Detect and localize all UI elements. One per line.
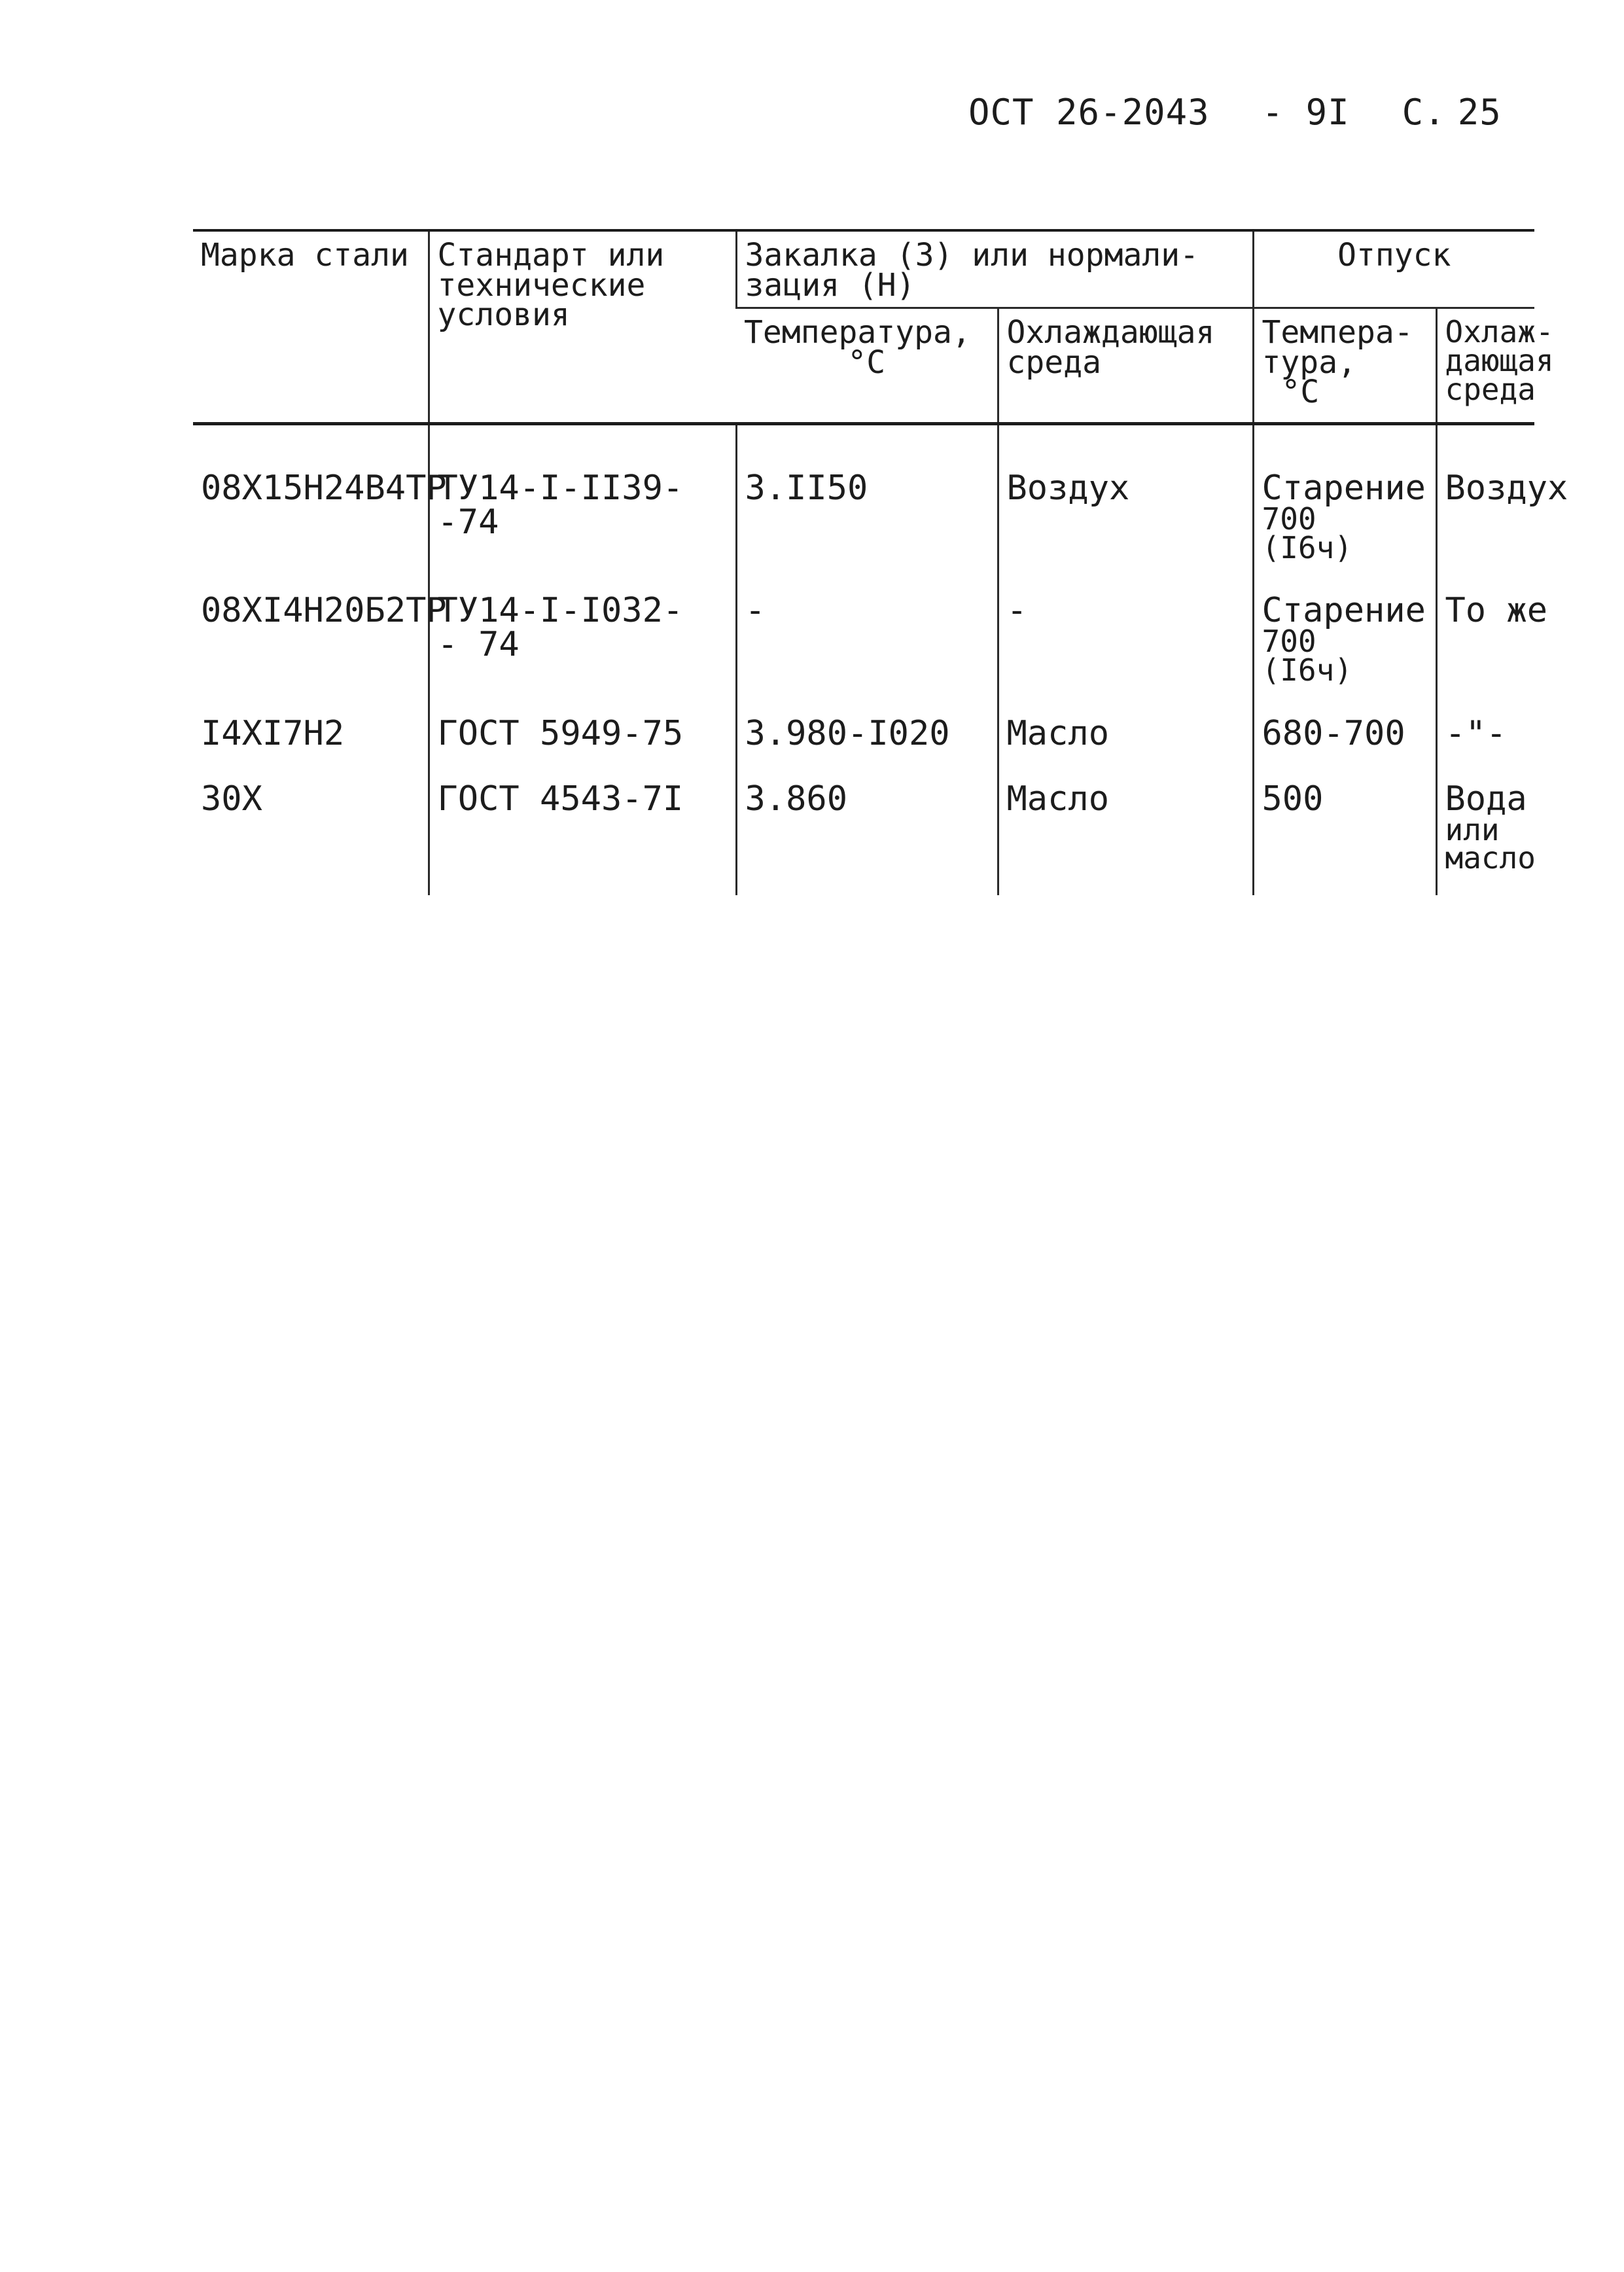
cell-quench-medium: -: [998, 584, 1253, 707]
cell-quench-medium: Масло: [998, 773, 1253, 895]
cell-standard: ГОСТ 4543-7I: [429, 773, 736, 895]
document-year: - 9I: [1262, 92, 1350, 133]
cell-standard: ТУ14-I-II39- -74: [429, 423, 736, 584]
cell-grade: 08Х15Н24В4ТР: [193, 423, 429, 584]
heat-treatment-table: [193, 229, 1568, 895]
col-header-quench-medium: Охлаждающая среда: [998, 308, 1253, 424]
cell-quench-temperature: -: [736, 584, 998, 707]
cell-standard: ГОСТ 5949-75: [429, 707, 736, 773]
document-code: ОСТ 26-2043: [968, 92, 1210, 133]
cell-grade: I4ХI7Н2: [201, 713, 345, 753]
page-number: 25: [1457, 92, 1502, 133]
table-row: [193, 584, 1534, 707]
col-header-temper-group: Отпуск: [1253, 230, 1534, 308]
col-header-temper-medium: Охлаж- дающая среда: [1436, 308, 1534, 424]
cell-grade: 30Х: [201, 779, 262, 819]
cell-temper-temperature: 500: [1253, 773, 1436, 895]
col-header-grade: Марка стали: [193, 230, 429, 423]
cell-temper-temperature: Старение 700 (I6ч): [1253, 423, 1436, 584]
cell-quench-medium: Масло: [998, 707, 1253, 773]
cell-quench-temperature: З.980-I020: [736, 707, 998, 773]
page-label: С.: [1402, 92, 1446, 133]
col-header-temper-temperature: Темпера- тура, °С: [1253, 308, 1436, 424]
cell-grade: 08ХI4Н20Б2ТР: [201, 591, 447, 631]
cell-temper-medium: То же: [1436, 584, 1534, 707]
table-row: [193, 707, 1534, 773]
cell-temper-medium: -"-: [1436, 707, 1534, 773]
col-header-quench-group: Закалка (З) или нормали- зация (Н): [736, 230, 1253, 308]
cell-quench-medium: Воздух: [998, 423, 1253, 584]
cell-quench-temperature: З.II50: [736, 423, 998, 584]
cell-temper-medium: Вода или масло: [1436, 773, 1534, 895]
col-header-quench-temperature: Температура, °С: [736, 308, 998, 424]
table-row: [193, 423, 1534, 584]
cell-quench-temperature: З.860: [736, 773, 998, 895]
cell-temper-temperature: Старение 700 (I6ч): [1253, 584, 1436, 707]
cell-temper-medium: Воздух: [1436, 423, 1534, 584]
cell-temper-temperature: 680-700: [1253, 707, 1436, 773]
page-header: [968, 92, 1502, 133]
table-row: [193, 773, 1534, 895]
cell-standard: ТУ14-I-I032- - 74: [429, 584, 736, 707]
col-header-standard: Стандарт или технические условия: [429, 230, 736, 423]
